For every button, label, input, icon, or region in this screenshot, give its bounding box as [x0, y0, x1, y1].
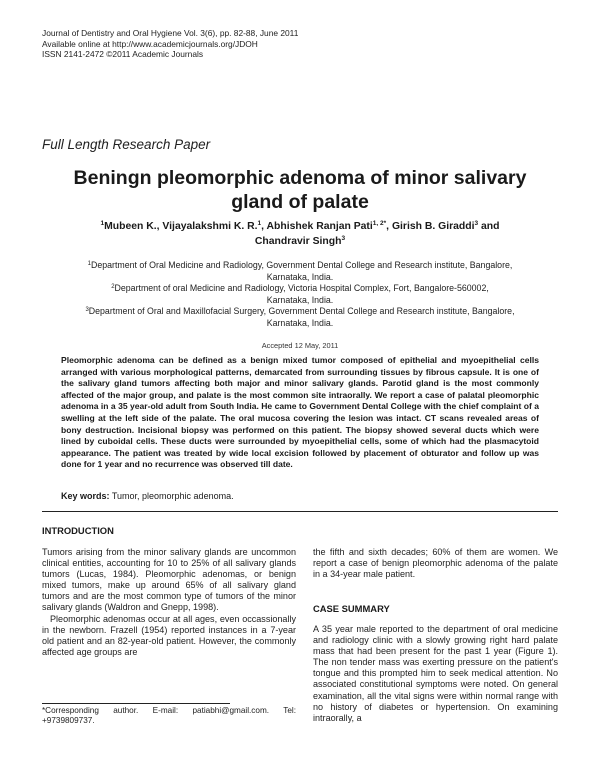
affiliation-sup: 1 — [87, 261, 91, 267]
author-name: Mubeen K., — [104, 221, 163, 232]
paper-title — [60, 166, 540, 214]
journal-citation: Journal of Dentistry and Oral Hygiene Vol. 3(6), pp. 82-88, June 2011 — [42, 28, 299, 38]
author-name: , Abhishek Ranjan Pati — [261, 221, 373, 232]
author-list — [60, 219, 540, 249]
author-affil-sup: 3 — [341, 235, 346, 242]
author-name: Chandravir Singh — [254, 236, 342, 247]
right-column-intro — [313, 547, 558, 580]
author-line-2 — [60, 234, 540, 249]
journal-issn: ISSN 2141-2472 ©2011 Academic Journals — [42, 49, 204, 60]
author-line-1 — [60, 219, 540, 234]
affiliation-text: Department of Oral Medicine and Radiology, Government Dental College and Research institute, Bangalore, — [91, 260, 513, 270]
author-affil-sup: 1, 2* — [372, 220, 387, 227]
journal-url: Available online at http://www.academicjournals.org/JDOH — [42, 38, 258, 49]
footnote-rule — [42, 703, 230, 704]
author-name: Vijayalakshmi K. R. — [162, 221, 258, 232]
title-line-1: Beningn pleomorphic adenoma of minor salivary — [73, 167, 527, 189]
introduction-heading: INTRODUCTION — [42, 525, 114, 536]
author-name: and — [478, 221, 500, 232]
affiliation-sup: 3 — [85, 307, 89, 314]
article-type: Full Length Research Paper — [42, 137, 211, 152]
affiliation-2 — [55, 283, 545, 295]
author-name: , Girish B. Giraddi — [386, 221, 475, 232]
keywords-label: Key words: — [61, 491, 110, 501]
author-affil-sup: 1 — [257, 220, 262, 227]
intro-paragraph-1: Tumors arising from the minor salivary glands are uncommon clinical entities, accounting for 10 to 25% of all salivary glands tumors (Lucas, 1984). Pleomorphic adenomas, or benign mixed tumors, make up around 65% of all salivary gland tumors and are the most common type of tumors of the minor salivary glands (Waldron and Gnepp, 1998). — [42, 547, 296, 613]
intro-paragraph-2: Pleomorphic adenomas occur at all ages, even occassionally in the newborn. Frazell (1954) reported instances in a 7-year old patient and an 82-year-old patient. However, the commonly affected age groups are — [42, 613, 296, 657]
intro-paragraph-3: the fifth and sixth decades; 60% of them are women. We report a case of benign pleomorphic adenoma of the palate in a 34-year male patient. — [313, 547, 558, 580]
accepted-date: Accepted 12 May, 2011 — [261, 341, 339, 350]
corresponding-author-footnote: *Corresponding author. E-mail: patiabhi@gmail.com. Tel: +9739809737. — [42, 706, 296, 726]
affiliation-text: Department of oral Medicine and Radiology, Victoria Hospital Complex, Fort, Bangalore-560002, — [114, 283, 489, 294]
abstract: Pleomorphic adenoma can be defined as a benign mixed tumor composed of epithelial and myoepithelial cells arranged with various morphological patterns, demarcated from surrounding tissues by fibrous capsule. It is one of the salivary gland tumors affecting both major and minor salivary glands. Parotid gland is the most commonly affected of the major group, and palate is the most common site intraorally. We report a case of palatal pleomorphic adenoma in a 35 year-old adult from South India. He came to Government Dental College with the chief complaint of a swelling at the left side of the palate. The oral mucosa covering the lesion was intact. CT scans revealed areas of bony destruction. Incisional biopsy was performed on this patient. The biopsy showed several ducts which were lined by cuboidal cells. These ducts were surrounded by myoepithelial cells, some of which had the plasmacytoid appearance. The patient was treated by wide local excision followed by placement of obturator and follow up was done for 1 year and no recurrence was observed till date. — [61, 355, 539, 470]
journal-header — [42, 28, 298, 60]
section-divider — [42, 511, 558, 512]
author-affil-sup: 3 — [474, 220, 479, 227]
right-column-case — [313, 624, 558, 724]
affiliation-3-cont: Karnataka, India. — [266, 317, 334, 328]
affiliation-1-cont: Karnataka, India. — [266, 271, 334, 282]
affiliation-2-cont: Karnataka, India. — [266, 294, 334, 305]
affiliation-text: Department of Oral and Maxillofacial Surgery, Government Dental College and Research institute, Bangalore, — [88, 306, 515, 317]
left-column — [42, 547, 296, 658]
keywords-text: Tumor, pleomorphic adenoma. — [109, 491, 234, 501]
affiliation-1 — [55, 260, 545, 272]
title-line-2: gland of palate — [231, 191, 369, 213]
case-paragraph-1: A 35 year male reported to the department of oral medicine and radiology clinic with a slowly growing right hard palate mass that had been present for the past 1 year (Figure 1). The non tender mass was exerting pressure on the patient's tongue and this prompted him to seek medical attention. No associated constitutional symptoms were noted. On general examination, all the vital signs were within normal range with no history of diabetes or hypertension. On examining intraorally, a — [313, 624, 558, 723]
author-affil-sup: 1 — [100, 220, 105, 227]
case-summary-heading: CASE SUMMARY — [313, 603, 390, 614]
affiliation-sup: 2 — [111, 284, 115, 291]
affiliation-3 — [55, 306, 545, 318]
keywords — [61, 491, 234, 501]
affiliations — [55, 260, 545, 330]
